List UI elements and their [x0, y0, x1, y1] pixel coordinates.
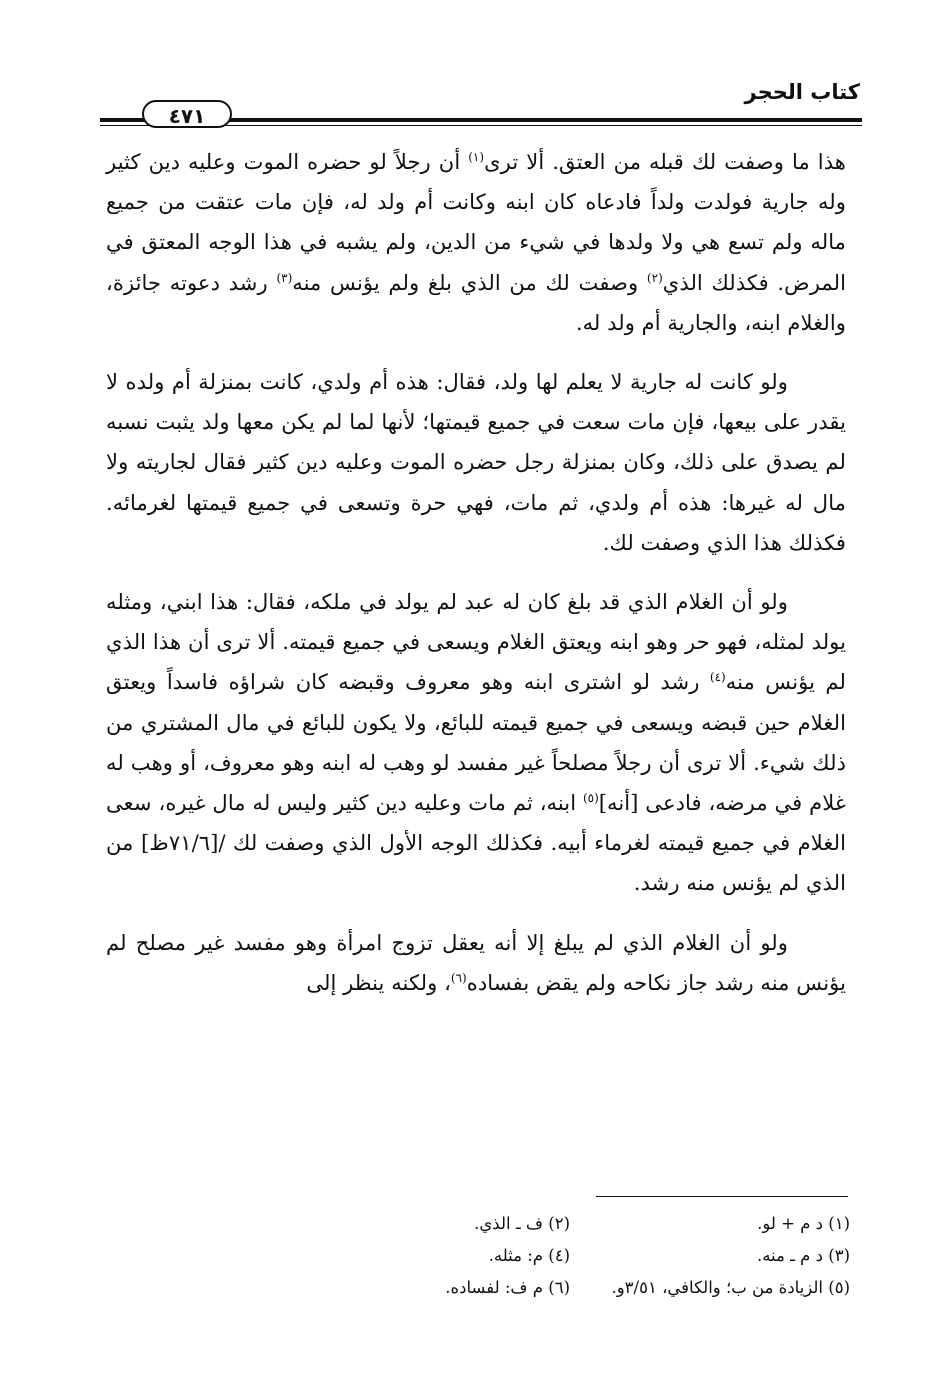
footnote-row	[290, 1272, 850, 1304]
text-run: ولو أن الغلام الذي لم يبلغ إلا أنه يعقل تزوج امرأة وهو مفسد غير مصلح لم يؤنس منه رشد جاز نكاحه ولم يقض بفساده	[106, 929, 846, 995]
paragraph	[106, 582, 846, 904]
footnote-item: (٤) م: مثله.	[488, 1246, 570, 1265]
text-run: رشد لو اشترى ابنه وهو معروف وقبضه كان شراؤه فاسداً ويعتق الغلام حين قبضه ويسعى في جميع قيمته للبائع، ولا يكون للبائع في مال المشتري من ذلك شيء. ألا ترى أن رجلاً مصلحاً غير مفسد لو وهب له ابنه وهو معروف، أو وهب له غلام في مرضه، فادعى [أنه]	[106, 669, 846, 816]
footnote-row	[290, 1240, 850, 1272]
text-run: وصفت لك من الذي بلغ ولم يؤنس منه	[292, 269, 647, 295]
running-header	[100, 78, 862, 128]
footnote-ref: (٢)	[646, 270, 663, 285]
footnote-ref: (٥)	[582, 790, 599, 805]
paragraph	[106, 142, 846, 343]
text-run: ابنه، ثم مات وعليه دين كثير وليس له مال غيره، سعى الغلام في جميع قيمته لغرماء أبيه. فكذلك الوجه الأول الذي وصفت لك /[٧١/٦ظ] من الذي لم يؤنس منه رشد.	[106, 790, 846, 896]
text-run: ، ولكنه ينظر إلى	[306, 969, 451, 995]
text-run: هذا ما وصفت لك قبله من العتق. ألا ترى	[484, 149, 846, 174]
footnote-ref: (٤)	[709, 670, 726, 685]
footnote-ref: (١)	[468, 149, 485, 164]
footnote-row	[290, 1208, 850, 1240]
page-number: ٤٧١	[142, 100, 232, 128]
footnote-item: (٢) ف ـ الذي.	[474, 1214, 570, 1233]
footnote-item: (٥) الزيادة من ب؛ والكافي، ٣/٥١و.	[611, 1278, 850, 1297]
footnote-item: (٦) م ف: لفساده.	[445, 1278, 570, 1297]
body-text	[106, 142, 846, 1022]
footnote-ref: (٦)	[450, 970, 467, 985]
footnote-separator	[596, 1196, 848, 1197]
text-run: ولو كانت له جارية لا يعلم لها ولد، فقال: هذه أم ولدي، كانت بمنزلة أم ولده لا يقدر على بيعها، فإن مات سعت في جميع قيمتها؛ لأنها لما لم يكن معها ولد يثبت نسبه لم يصدق على ذلك، وكان بمنزلة رجل حضره الموت وعليه دين كثير فقال لجاريته ولا مال له غيرها: هذه أم ولدي، ثم مات، فهي حرة وتسعى في جميع قيمتها لغرمائه. فكذلك هذا الذي وصفت لك.	[106, 369, 847, 555]
footnotes	[290, 1208, 850, 1304]
paragraph	[106, 362, 846, 563]
book-title: كتاب الحجر	[744, 80, 860, 104]
text-run: ولو أن الغلام الذي قد بلغ كان له عبد لم يولد في ملكه، فقال: هذا ابني، ومثله يولد لمثله، فهو حر وهو ابنه ويعتق الغلام ويسعى في جميع قيمته. ألا ترى أن هذا الذي لم يؤنس منه	[106, 589, 846, 695]
text-run: أن رجلاً لو حضره الموت وعليه دين كثير وله جارية فولدت ولداً فادعاه كان ابنه وكانت أم ولد له، فإن مات عتقت من جميع ماله ولم تسع هي ولا ولدها في شيء من الدين، ولم يشبه في هذا الوجه المعتق في المرض. فكذلك الذي	[106, 149, 846, 295]
paragraph	[106, 923, 846, 1003]
footnote-ref: (٣)	[276, 270, 293, 285]
footnote-item: (١) د م + لو.	[757, 1214, 850, 1233]
footnote-item: (٣) د م ـ منه.	[756, 1246, 850, 1265]
text-run: رشد دعوته جائزة، والغلام ابنه، والجارية أم ولد له.	[106, 269, 846, 335]
